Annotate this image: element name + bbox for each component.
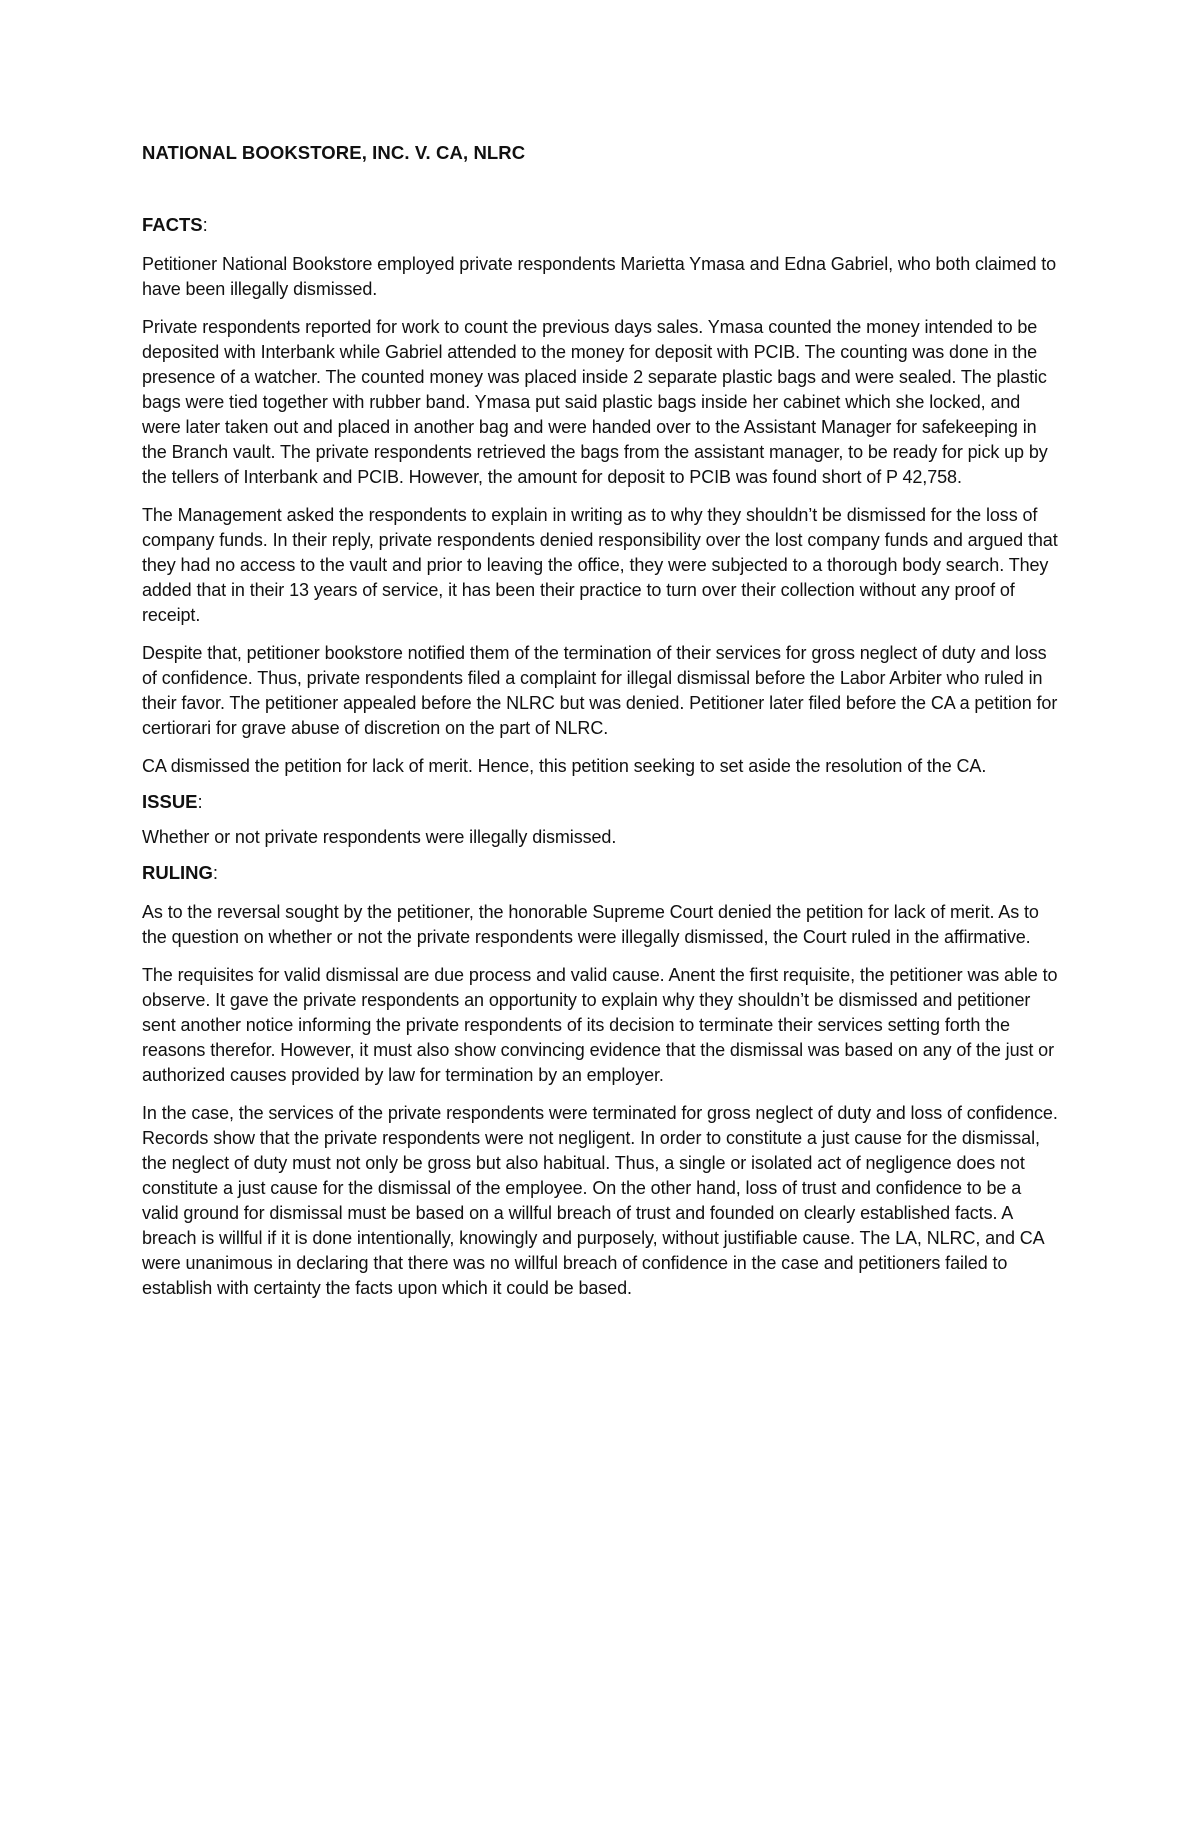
document-page [142, 140, 1062, 1301]
ruling-paragraph-2: The requisites for valid dismissal are due process and valid cause. Anent the first requisite, the petitioner was able to observe. It gave the private respondents an opportunity to explain why they shouldn’t be dismissed and petitioner sent another notice informing the private respondents of its decision to terminate their services setting forth the reasons therefor. However, it must also show convincing evidence that the dismissal was based on any of the just or authorized causes provided by law for termination by an employer. [142, 965, 1058, 1085]
ruling-heading-colon: : [212, 862, 219, 883]
ruling-heading-label: RULING [142, 862, 213, 883]
issue-heading-label: ISSUE [142, 791, 198, 812]
issue-heading-colon: : [197, 791, 203, 812]
ruling-paragraph-1: As to the reversal sought by the petitioner, the honorable Supreme Court denied the petition for lack of merit. As to the question on whether or not the private respondents were illegally dismissed, the Court ruled in the affirmative. [142, 902, 1039, 947]
case-title: NATIONAL BOOKSTORE, INC. V. CA, NLRC [142, 142, 526, 163]
facts-paragraph-2: Private respondents reported for work to count the previous days sales. Ymasa counted the money intended to be deposited with Interbank while Gabriel attended to the money for deposit with PCIB. The counting was done in the presence of a watcher. The counted money was placed inside 2 separate plastic bags and were sealed. The plastic bags were tied together with rubber band. Ymasa put said plastic bags inside her cabinet which she locked, and were later taken out and placed in another bag and were handed over to the Assistant Manager for safekeeping in the Branch vault. The private respondents retrieved the bags from the assistant manager, to be ready for pick up by the tellers of Interbank and PCIB. However, the amount for deposit to PCIB was found short of P 42,758. [142, 317, 1048, 487]
facts-heading-colon: : [202, 214, 208, 235]
facts-heading-label: FACTS [142, 214, 203, 235]
ruling-heading [142, 860, 1062, 886]
facts-paragraph-1: Petitioner National Bookstore employed private respondents Marietta Ymasa and Edna Gabriel, who both claimed to have been illegally dismissed. [142, 254, 1057, 299]
facts-paragraph-5: CA dismissed the petition for lack of merit. Hence, this petition seeking to set aside the resolution of the CA. [142, 756, 987, 776]
facts-paragraph-3: The Management asked the respondents to explain in writing as to why they shouldn’t be dismissed for the loss of company funds. In their reply, private respondents denied responsibility over the lost company funds and argued that they had no access to the vault and prior to leaving the office, they were subjected to a thorough body search. They added that in their 13 years of service, it has been their practice to turn over their collection without any proof of receipt. [142, 505, 1058, 625]
facts-heading [142, 212, 1062, 238]
ruling-paragraph-3: In the case, the services of the private respondents were terminated for gross neglect of duty and loss of confidence. Records show that the private respondents were not negligent. In order to constitute a just cause for the dismissal, the neglect of duty must not only be gross but also habitual. Thus, a single or isolated act of negligence does not constitute a just cause for the dismissal of the employee. On the other hand, loss of trust and confidence to be a valid ground for dismissal must be based on a willful breach of trust and founded on clearly established facts. A breach is willful if it is done intentionally, knowingly and purposely, without justifiable cause. The LA, NLRC, and CA were unanimous in declaring that there was no willful breach of confidence in the case and petitioners failed to establish with certainty the facts upon which it could be based. [142, 1103, 1058, 1298]
facts-paragraph-4: Despite that, petitioner bookstore notified them of the termination of their services for gross neglect of duty and loss of confidence. Thus, private respondents filed a complaint for illegal dismissal before the Labor Arbiter who ruled in their favor. The petitioner appealed before the NLRC but was denied. Petitioner later filed before the CA a petition for certiorari for grave abuse of discretion on the part of NLRC. [142, 643, 1058, 738]
issue-paragraph-1: Whether or not private respondents were illegally dismissed. [142, 827, 617, 847]
issue-heading [142, 789, 1062, 815]
